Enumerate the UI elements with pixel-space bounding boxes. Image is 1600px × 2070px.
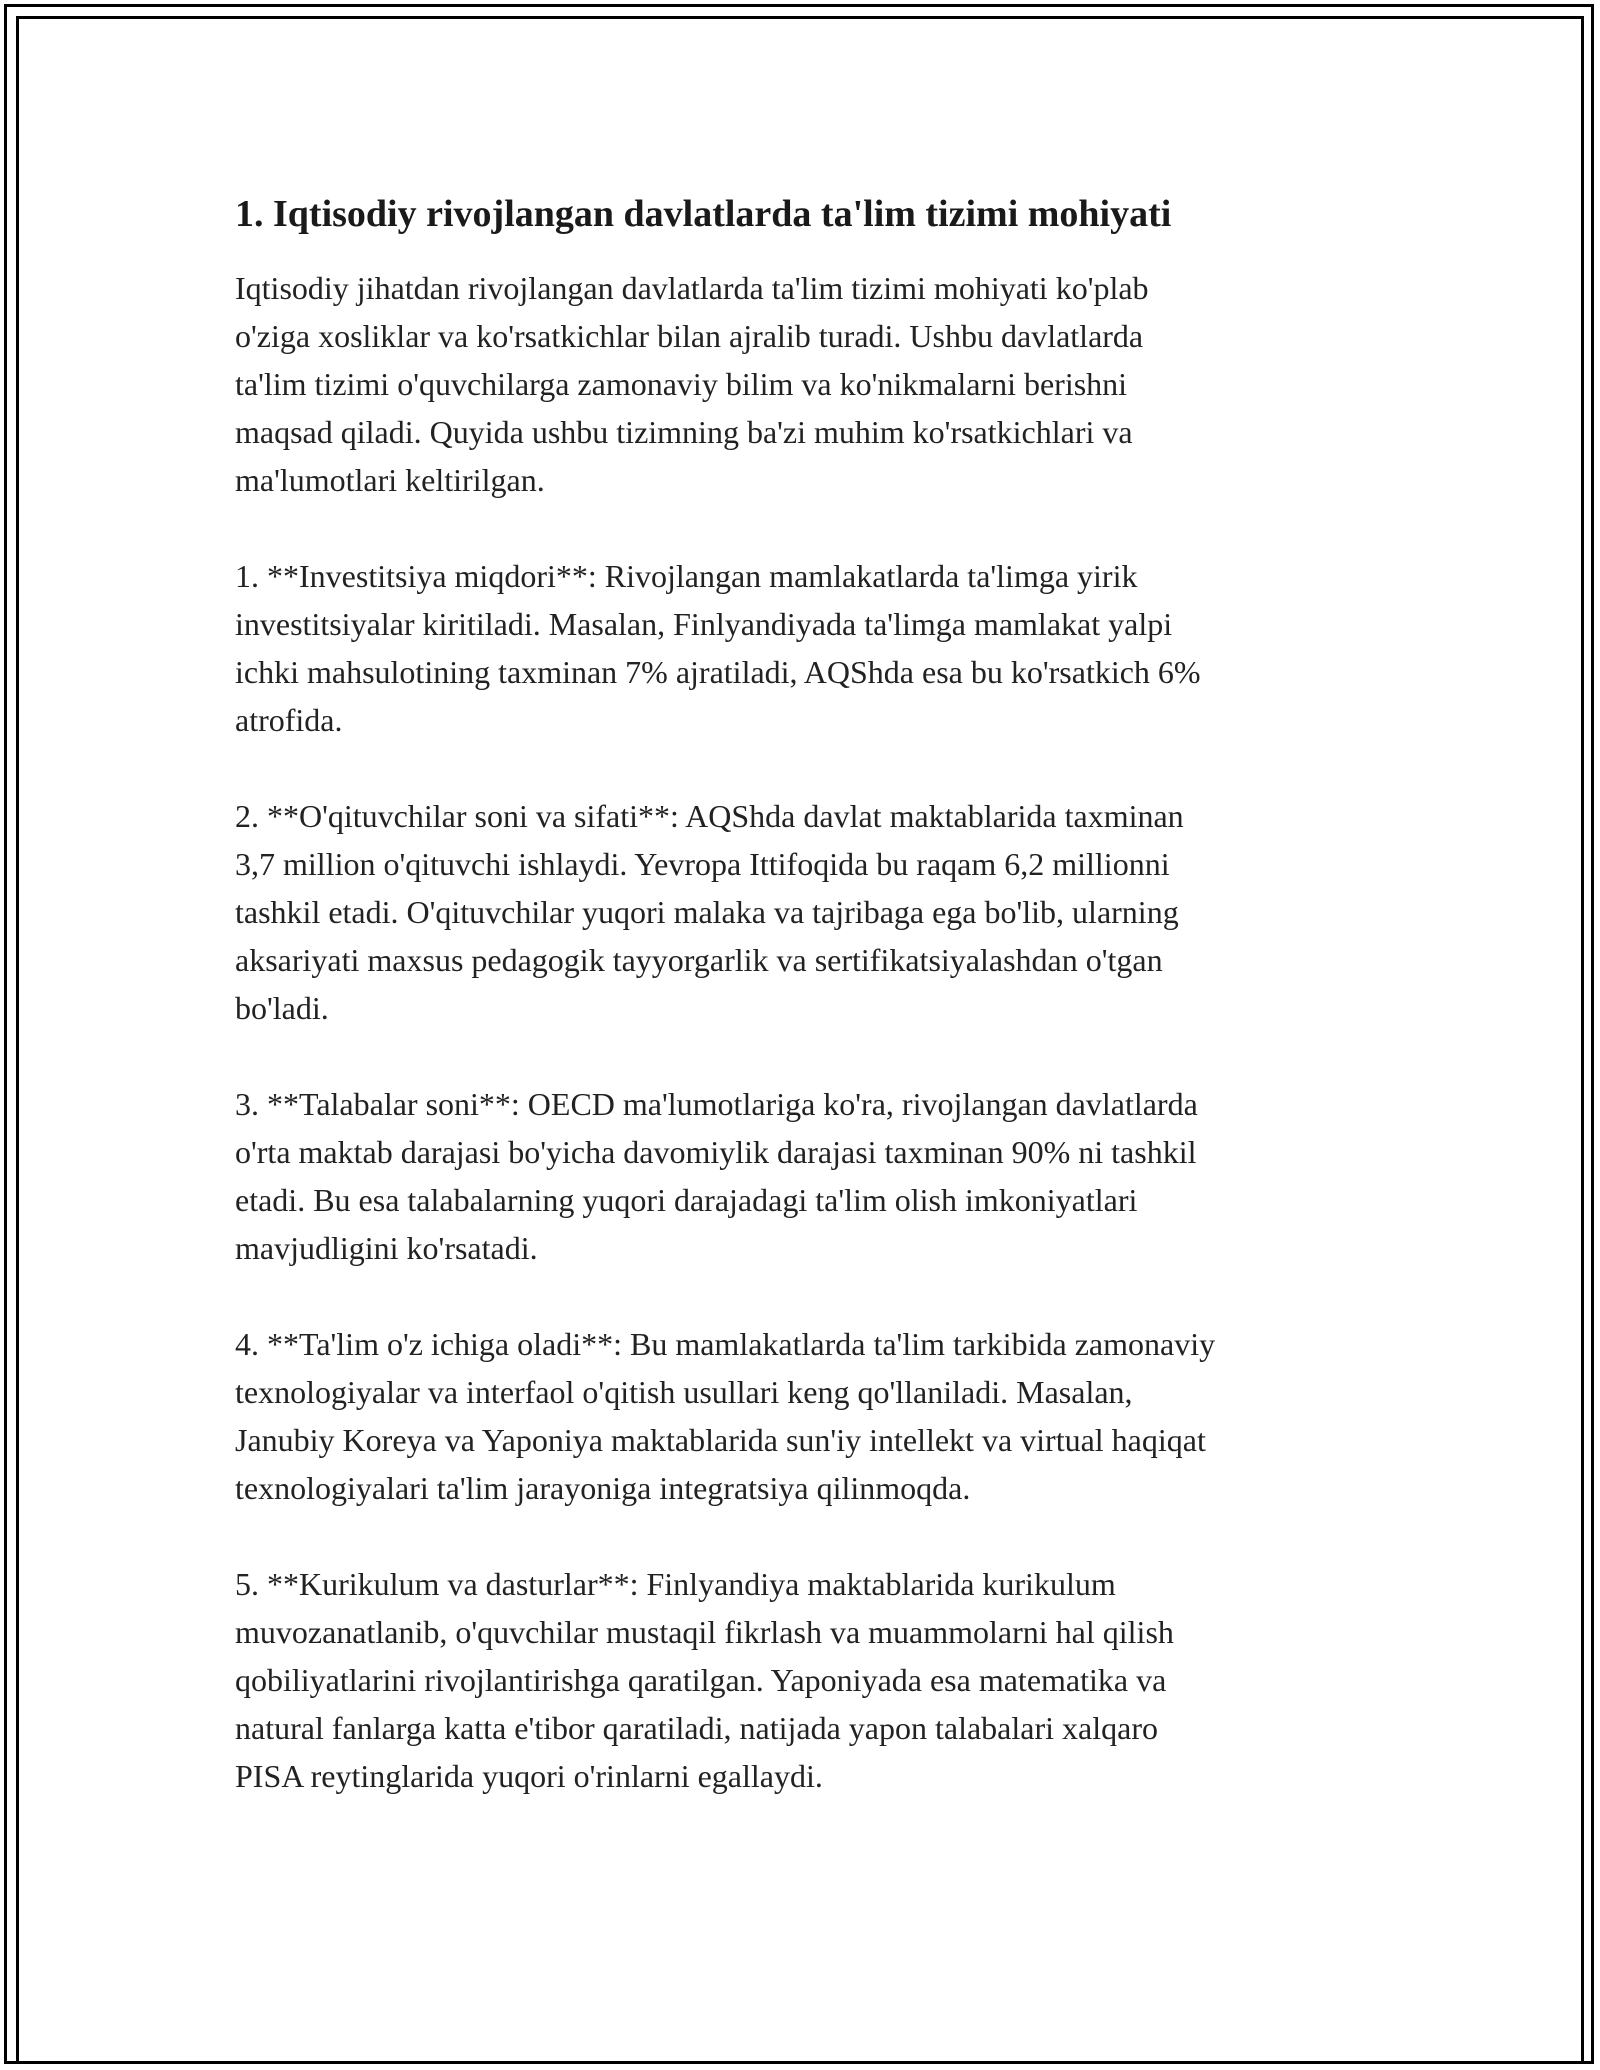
document-title: 1. Iqtisodiy rivojlangan davlatlarda ta'lim tizimi mohiyati — [235, 193, 1172, 235]
list-item-teachers: 2. **O'qituvchilar soni va sifati**: AQShda davlat maktablarida taxminan 3,7 million o'qituvchi ishlaydi. Yevropa Ittifoqida bu raqam 6,2 millionni tashkil etadi. O'qituvchilar yuqori malaka va tajribaga ega bo'lib, ularning aksariyati maxsus pedagogik tayyorgarlik va sertifikatsiyalashdan o'tgan bo'ladi. — [235, 798, 1184, 1026]
list-item-students: 3. **Talabalar soni**: OECD ma'lumotlariga ko'ra, rivojlangan davlatlarda o'rta maktab darajasi bo'yicha davomiylik darajasi taxminan 90% ni tashkil etadi. Bu esa talabalarning yuqori darajadagi ta'lim olish imkoniyatlari mavjudligini ko'rsatadi. — [235, 1086, 1198, 1266]
document-body — [235, 186, 1385, 1848]
intro-paragraph: Iqtisodiy jihatdan rivojlangan davlatlarda ta'lim tizimi mohiyati ko'plab o'ziga xosliklar va ko'rsatkichlar bilan ajralib turadi. Ushbu davlatlarda ta'lim tizimi o'quvchilarga zamonaviy bilim va ko'nikmalarni berishni maqsad qiladi. Quyida ushbu tizimning ba'zi muhim ko'rsatkichlari va ma'lumotlari keltirilgan. — [235, 270, 1149, 498]
list-item-curriculum: 5. **Kurikulum va dasturlar**: Finlyandiya maktablarida kurikulum muvozanatlanib, o'quvchilar mustaqil fikrlash va muammolarni hal qilish qobiliyatlarini rivojlantirishga qaratilgan. Yaponiyada esa matematika va natural fanlarga katta e'tibor qaratiladi, natijada yapon talabalari xalqaro PISA reytinglarida yuqori o'rinlarni egallaydi. — [235, 1566, 1174, 1794]
list-item-education-content: 4. **Ta'lim o'z ichiga oladi**: Bu mamlakatlarda ta'lim tarkibida zamonaviy texnologiyalar va interfaol o'qitish usullari keng qo'llaniladi. Masalan, Janubiy Koreya va Yaponiya maktablarida sun'iy intellekt va virtual haqiqat texnologiyalari ta'lim jarayoniga integratsiya qilinmoqda. — [235, 1326, 1216, 1506]
list-item-investment: 1. **Investitsiya miqdori**: Rivojlangan mamlakatlarda ta'limga yirik investitsiyalar kiritiladi. Masalan, Finlyandiyada ta'limga mamlakat yalpi ichki mahsulotining taxminan 7% ajratiladi, AQShda esa bu ko'rsatkich 6% atrofida. — [235, 558, 1201, 738]
